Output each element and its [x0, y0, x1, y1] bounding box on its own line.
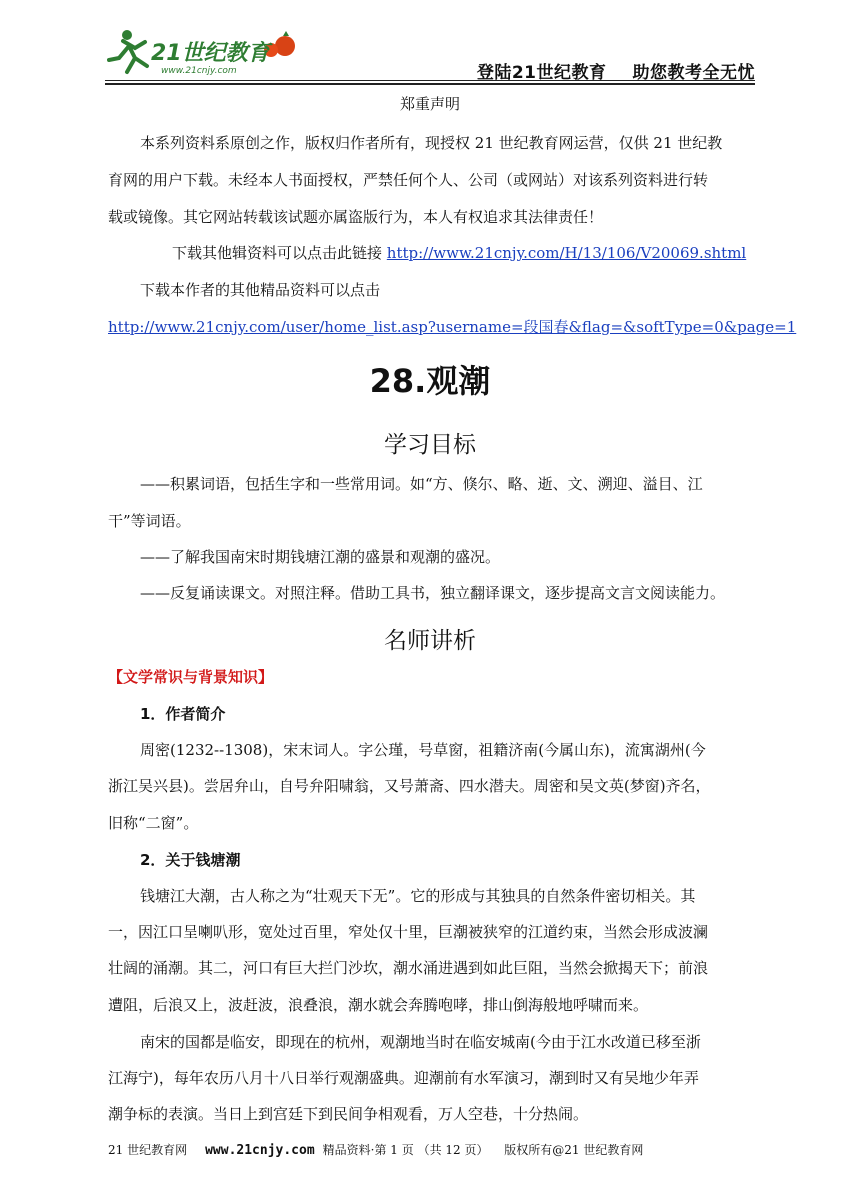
svg-text:21世纪教育: 21世纪教育 — [151, 41, 270, 66]
capital-line-1: 南宋的国都是临安，即现在的杭州，观潮地当时在临安城南(今由于江水改道已移至浙 — [140, 1033, 701, 1051]
slogan-right: 助您教考全无忧 — [632, 63, 755, 83]
author-line-1: 周密(1232--1308)，宋末词人。字公瑾，号草窗，祖籍济南(今属山东)，流寓湖州(今 — [140, 741, 706, 759]
footer-left: 21 世纪教育网 — [108, 1143, 188, 1157]
goal-line-2: 干”等词语。 — [108, 512, 191, 530]
tide-line-4: 遭阻，后浪又上，波赶波，浪叠浪，潮水就会奔腾咆哮，排山倒海般地呼啸而来。 — [108, 996, 649, 1014]
goals-heading: 学习目标 — [384, 432, 476, 458]
notice-heading: 郑重声明 — [399, 95, 460, 113]
subheading-author: 1．作者简介 — [140, 705, 226, 723]
page-title: 28.观潮 — [369, 362, 491, 400]
capital-line-2: 江海宁)，每年农历八月十八日举行观潮盛典。迎潮前有水军演习，潮到时又有吴地少年弄 — [108, 1069, 699, 1087]
goal-line-3: ——了解我国南宋时期钱塘江潮的盛景和观潮的盛况。 — [140, 548, 501, 566]
site-logo[interactable] — [105, 26, 305, 78]
goal-line-1: ——积累词语，包括生字和一些常用词。如“方、倏尔、略、逝、文、溯迎、溢目、江 — [140, 475, 703, 493]
footer-site[interactable]: www.21cnjy.com — [205, 1143, 315, 1158]
slogan-left: 登陆21世纪教育 — [476, 63, 607, 83]
page-header — [105, 22, 755, 82]
footer-middle: 精品资料·第 1 页 （共 12 页） — [322, 1143, 489, 1157]
author-line-2: 浙江吴兴县)。尝居弁山，自号弁阳啸翁，又号萧斋、四水潜夫。周密和吴文英(梦窗)齐名， — [108, 777, 711, 795]
notice-line-2: 育网的用户下载。未经本人书面授权，严禁任何个人、公司（或网站）对该系列资料进行转 — [108, 171, 709, 189]
link2-label: 下载本作者的其他精品资料可以点击 — [140, 281, 381, 299]
tide-line-1: 钱塘江大潮，古人称之为“壮观天下无”。它的形成与其独具的自然条件密切相关。其 — [140, 887, 696, 905]
header-divider — [105, 80, 755, 85]
page-footer — [108, 1141, 643, 1158]
subheading-tide: 2．关于钱塘潮 — [140, 851, 241, 869]
tide-line-2: 一，因江口呈喇叭形，宽处过百里，窄处仅十里，巨潮被狭窄的江道约束，当然会形成波澜 — [108, 923, 709, 941]
notice-line-1: 本系列资料系原创之作，版权归作者所有，现授权 21 世纪教育网运营，仅供 21 世纪教 — [140, 134, 723, 152]
lecture-heading: 名师讲析 — [384, 628, 476, 654]
notice-link1-row — [172, 243, 746, 263]
tide-line-3: 壮阔的涌潮。其二，河口有巨大拦门沙坎，潮水涌进遇到如此巨阻，当然会掀揭天下；前浪 — [108, 959, 709, 977]
goal-line-4: ——反复诵读课文。对照注释。借助工具书，独立翻译课文，逐步提高文言文阅读能力。 — [140, 584, 726, 602]
author-line-3: 旧称“二窗”。 — [108, 814, 199, 832]
capital-line-3: 潮争标的表演。当日上到宫廷下到民间争相观看，万人空巷，十分热闹。 — [108, 1105, 589, 1123]
section-tag: 【文学常识与背景知识】 — [108, 668, 274, 686]
link2-url[interactable]: http://www.21cnjy.com/user/home_list.asp?username=段国春&flag=&softType=0&page=1 — [108, 318, 797, 336]
link1-label: 下载其他辑资料可以点击此链接 — [172, 244, 383, 262]
link1-url[interactable]: http://www.21cnjy.com/H/13/106/V20069.shtml — [386, 244, 747, 262]
svg-text:www.21cnjy.com: www.21cnjy.com — [161, 66, 237, 76]
footer-right: 版权所有@21 世纪教育网 — [504, 1143, 644, 1157]
notice-line-3: 载或镜像。其它网站转载该试题亦属盗版行为，本人有权追求其法律责任！ — [108, 208, 604, 226]
